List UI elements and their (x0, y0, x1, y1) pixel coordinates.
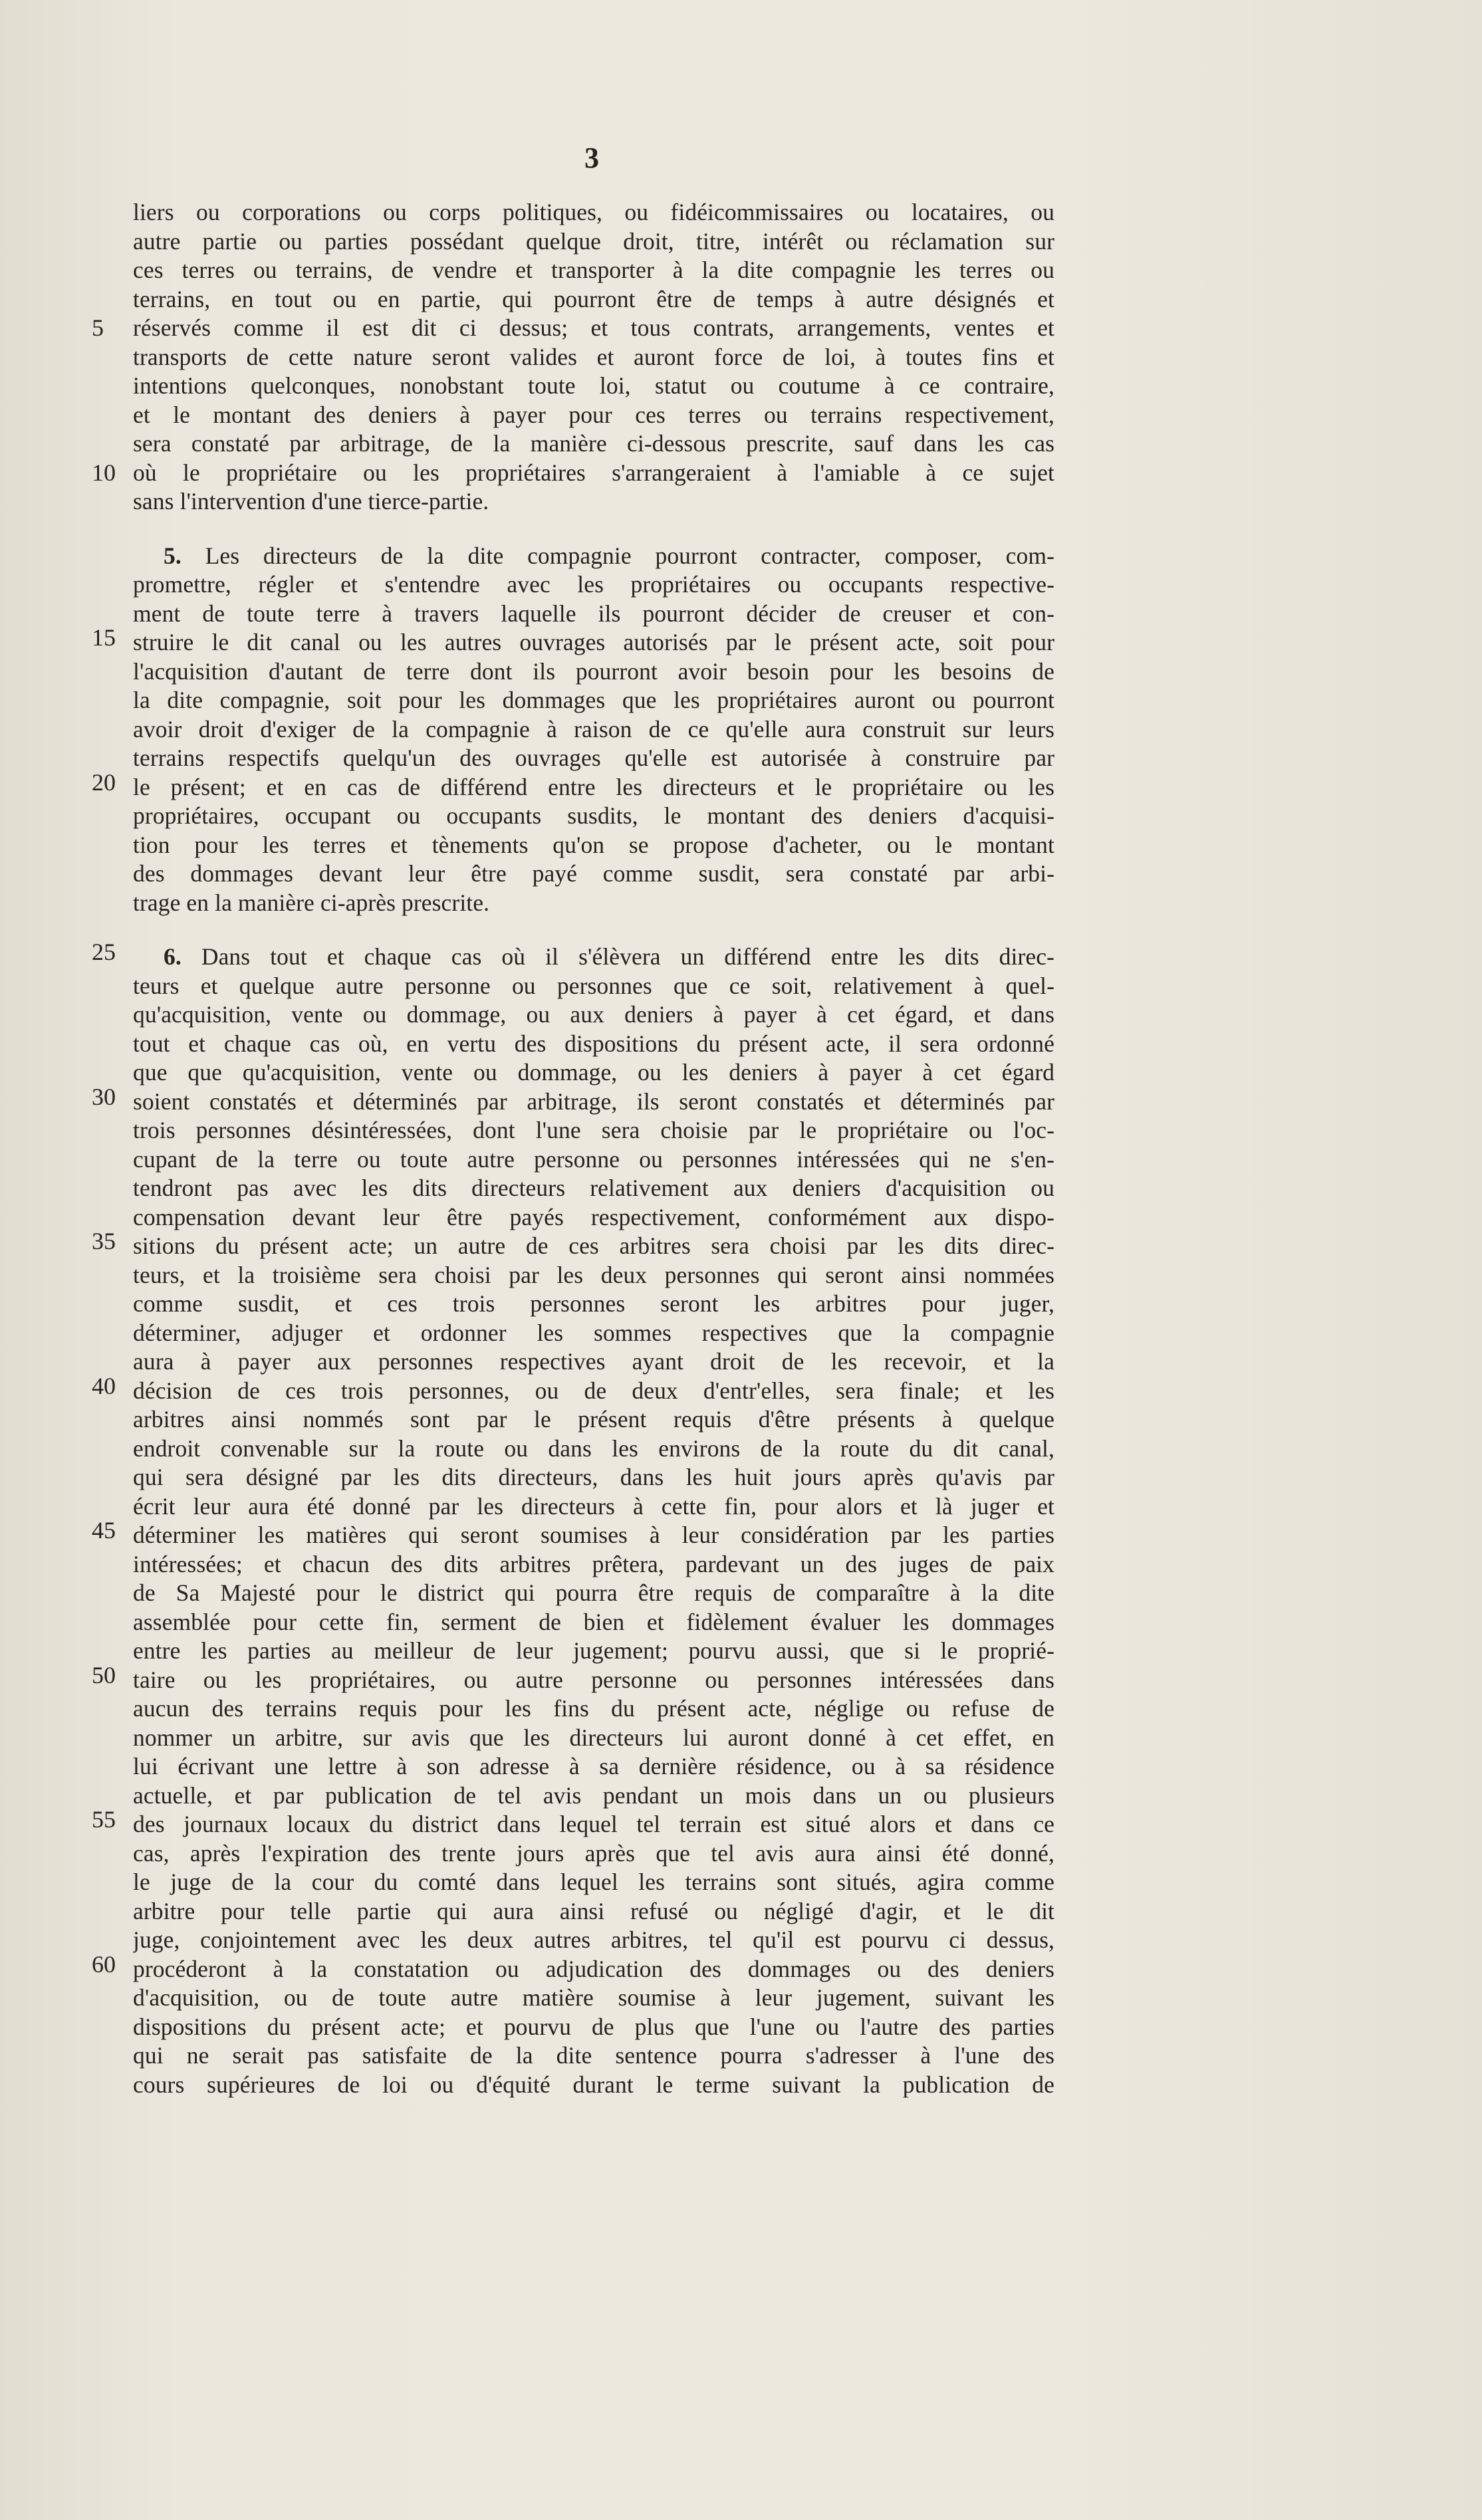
text-line: lui écrivant une lettre à son adresse à sa dernière résidence, ou à sa résidence (133, 1753, 1054, 1779)
text-line: assemblée pour cette fin, serment de bien et fidèlement évaluer les dommages (133, 1608, 1054, 1635)
text-line: le juge de la cour du comté dans lequel les terrains sont situés, agira comme (133, 1869, 1054, 1895)
text-line-content: Dans tout et chaque cas où il s'élèvera un différend entre les dits direc- (201, 943, 1054, 970)
line-number: 5 (92, 314, 104, 341)
text-line: terrains respectifs quelqu'un des ouvrages qu'elle est autorisée à construire par (133, 745, 1054, 771)
text-line: trois personnes désintéressées, dont l'une sera choisie par le propriétaire ou l'oc- (133, 1117, 1054, 1143)
text-line: sera constaté par arbitrage, de la manière ci-dessous prescrite, sauf dans les cas (133, 430, 1054, 457)
text-line: actuelle, et par publication de tel avis pendant un mois dans un ou plusieurs (133, 1781, 1054, 1809)
line-number: 40 (92, 1373, 116, 1399)
text-line: des journaux locaux du district dans lequel tel terrain est situé alors et dans ce (133, 1811, 1054, 1837)
text-line: juge, conjointement avec les deux autres arbitres, tel qu'il est pourvu ci dessus, (133, 1926, 1054, 1953)
paragraph-gap (133, 516, 1054, 542)
text-line: déterminer les matières qui seront soumises à leur considération par les parties (133, 1522, 1054, 1548)
text-line: cupant de la terre ou toute autre personne ou personnes intéressées qui ne s'en- (133, 1145, 1054, 1173)
text-line: dispositions du présent acte; et pourvu de plus que l'une ou l'autre des parties (133, 2013, 1054, 2040)
paragraph-gap (133, 917, 1054, 943)
text-line: promettre, régler et s'entendre avec les propriétaires ou occupants respective- (133, 571, 1054, 598)
text-line: cours supérieures de loi ou d'équité durant le terme suivant la publication de (133, 2071, 1054, 2098)
text-line: entre les parties au meilleur de leur jugement; pourvu aussi, que si le proprié- (133, 1637, 1054, 1664)
text-line: aura à payer aux personnes respectives ayant droit de les recevoir, et la (133, 1348, 1054, 1375)
text-line: avoir droit d'exiger de la compagnie à raison de ce qu'elle aura construit sur leurs (133, 715, 1054, 743)
line-number: 25 (92, 939, 116, 965)
text-line: écrit leur aura été donné par les directeurs à cette fin, pour alors et là juger et (133, 1492, 1054, 1520)
text-line: intéressées; et chacun des dits arbitres prêtera, pardevant un des juges de paix (133, 1550, 1054, 1577)
text-line: compensation devant leur être payés respectivement, conformément aux dispo- (133, 1203, 1054, 1230)
text-line: que que qu'acquisition, vente ou dommage, ou les deniers à payer à cet égard (133, 1059, 1054, 1086)
text-line: des dommages devant leur être payé comme susdit, sera constaté par arbi- (133, 860, 1054, 887)
text-line: intentions quelconques, nonobstant toute loi, statut ou coutume à ce contraire, (133, 372, 1054, 399)
line-number: 45 (92, 1517, 116, 1544)
text-line (133, 943, 1054, 972)
text-line: et le montant des deniers à payer pour ces terres ou terrains respectivement, (133, 401, 1054, 428)
text-line: tout et chaque cas où, en vertu des dispositions du présent acte, il sera ordonné (133, 1030, 1054, 1057)
text-line-content: Les directeurs de la dite compagnie pourront contracter, composer, com- (205, 542, 1054, 569)
line-number: 20 (92, 769, 116, 796)
text-line: la dite compagnie, soit pour les dommages que les propriétaires auront ou pourront (133, 687, 1054, 713)
text-line: tion pour les terres et tènements qu'on se propose d'acheter, ou le montant (133, 831, 1054, 858)
text-line: d'acquisition, ou de toute autre matière soumise à leur jugement, suivant les (133, 1984, 1054, 2011)
section-number: 6. (164, 943, 182, 970)
text-line: sans l'intervention d'une tierce-partie. (133, 488, 489, 515)
text-line: ces terres ou terrains, de vendre et transporter à la dite compagnie les terres ou (133, 257, 1054, 283)
text-line: transports de cette nature seront valides et auront force de loi, à toutes fins et (133, 343, 1054, 370)
text-line: endroit convenable sur la route ou dans les environs de la route du dit canal, (133, 1434, 1054, 1462)
text-line: taire ou les propriétaires, ou autre personne ou personnes intéressées dans (133, 1666, 1054, 1693)
text-line: qui ne serait pas satisfaite de la dite sentence pourra s'adresser à l'une des (133, 2042, 1054, 2069)
line-number: 50 (92, 1662, 116, 1688)
text-line: ment de toute terre à travers laquelle ils pourront décider de creuser et con- (133, 600, 1054, 627)
text-line: nommer un arbitre, sur avis que les directeurs lui auront donné à cet effet, en (133, 1724, 1054, 1751)
section-6 (133, 943, 1054, 2099)
text-line: aucun des terrains requis pour les fins du présent acte, néglige ou refuse de (133, 1695, 1054, 1722)
text-line: comme susdit, et ces trois personnes seront les arbitres pour juger, (133, 1290, 1054, 1317)
text-line: sitions du présent acte; un autre de ces arbitres sera choisi par les dits direc- (133, 1232, 1054, 1259)
line-number: 15 (92, 624, 116, 651)
text-line: réservés comme il est dit ci dessus; et tous contrats, arrangements, ventes et (133, 314, 1054, 341)
line-number: 60 (92, 1951, 116, 1978)
text-line: struire le dit canal ou les autres ouvrages autorisés par le présent acte, soit pour (133, 629, 1054, 655)
text-line: arbitres ainsi nommés sont par le présent requis d'être présents à quelque (133, 1406, 1054, 1432)
text-line: procéderont à la constatation ou adjudication des dommages ou des deniers (133, 1955, 1054, 1982)
text-line: décision de ces trois personnes, ou de deux d'entr'elles, sera finale; et les (133, 1377, 1054, 1404)
text-line: l'acquisition d'autant de terre dont ils pourront avoir besoin pour les besoins de (133, 657, 1054, 685)
line-number: 10 (92, 459, 116, 486)
text-line: autre partie ou parties possédant quelque droit, titre, intérêt ou réclamation sur (133, 227, 1054, 255)
text-line: déterminer, adjuger et ordonner les sommes respectives que la compagnie (133, 1319, 1054, 1346)
body-text (133, 198, 1054, 2099)
line-number: 35 (92, 1228, 116, 1254)
text-line: teurs, et la troisième sera choisi par les deux personnes qui seront ainsi nommées (133, 1261, 1054, 1288)
text-line: arbitre pour telle partie qui aura ainsi refusé ou négligé d'agir, et le dit (133, 1897, 1054, 1924)
section-5 (133, 542, 1054, 918)
text-line: où le propriétaire ou les propriétaires s'arrangeraient à l'amiable à ce sujet (133, 459, 1054, 486)
text-line: le présent; et en cas de différend entre les directeurs et le propriétaire ou les (133, 773, 1054, 800)
text-line: teurs et quelque autre personne ou personnes que ce soit, relativement à quel- (133, 972, 1054, 999)
text-line: trage en la manière ci-après prescrite. (133, 889, 490, 916)
text-line: tendront pas avec les dits directeurs relativement aux deniers d'acquisition ou (133, 1175, 1054, 1201)
section-number: 5. (164, 542, 182, 569)
line-number: 30 (92, 1084, 116, 1110)
text-line: qui sera désigné par les dits directeurs, dans les huit jours après qu'avis par (133, 1464, 1054, 1490)
text-line: liers ou corporations ou corps politiques, ou fidéicommissaires ou locataires, ou (133, 199, 1054, 225)
text-line: de Sa Majesté pour le district qui pourra être requis de comparaître à la dite (133, 1579, 1054, 1606)
line-number: 55 (92, 1806, 116, 1833)
paragraph-continuation (133, 198, 1054, 516)
text-line: soient constatés et déterminés par arbitrage, ils seront constatés et déterminés par (133, 1088, 1054, 1115)
text-line: propriétaires, occupant ou occupants susdits, le montant des deniers d'acquisi- (133, 802, 1054, 829)
page-number: 3 (584, 142, 599, 174)
text-line: cas, après l'expiration des trente jours après que tel avis aura ainsi été donné, (133, 1839, 1054, 1867)
text-line (133, 542, 1054, 571)
text-line: terrains, en tout ou en partie, qui pourront être de temps à autre désignés et (133, 285, 1054, 312)
text-line: qu'acquisition, vente ou dommage, ou aux deniers à payer à cet égard, et dans (133, 1001, 1054, 1028)
